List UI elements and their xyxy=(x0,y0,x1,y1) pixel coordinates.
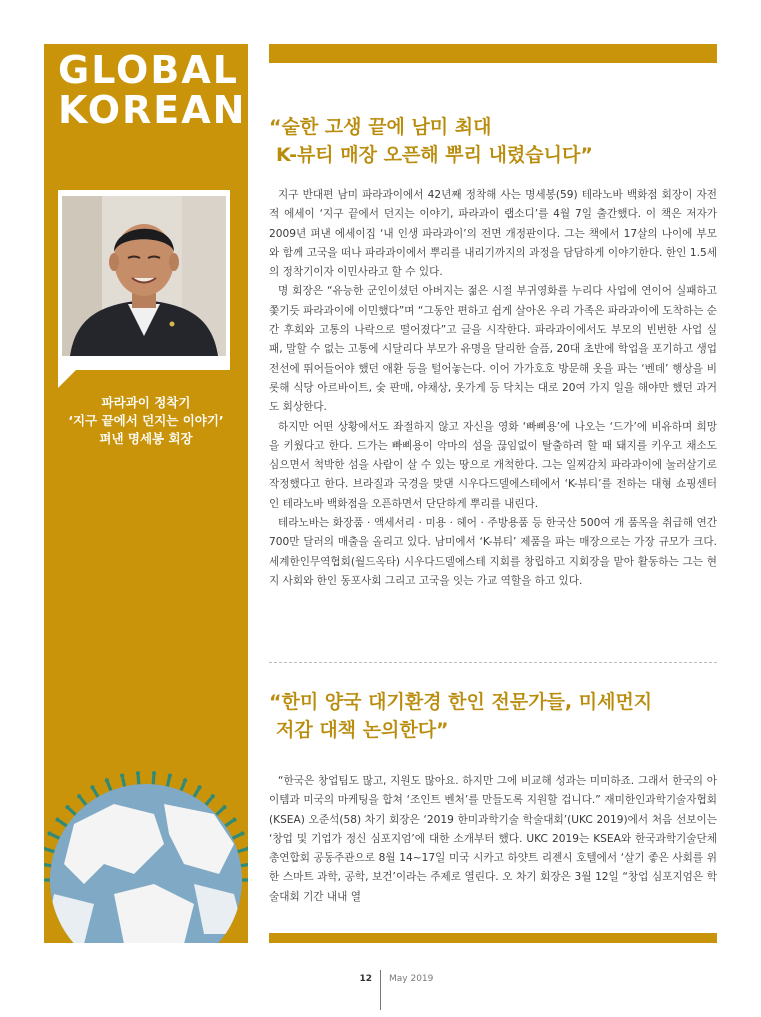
globe-person-figure xyxy=(55,817,68,828)
globe-person-figure xyxy=(241,862,248,868)
globe-person-figure xyxy=(76,793,88,806)
article-2-body xyxy=(269,772,717,907)
globe-person-figure xyxy=(104,778,113,792)
globe-person-figure xyxy=(151,771,156,784)
brand-line-2: KOREAN xyxy=(58,88,247,132)
page-number: 12 xyxy=(359,974,372,984)
top-accent-bar xyxy=(269,44,717,63)
article-2-headline-line-2: 저감 대책 논의한다” xyxy=(276,719,449,741)
article-1-headline-line-1: “숱한 고생 끝에 남미 최대 xyxy=(269,116,492,138)
article-divider xyxy=(269,662,717,663)
article-1-headline-line-2: K-뷰티 매장 오픈해 뿌리 내렸습니다” xyxy=(276,144,593,166)
globe-person-figure xyxy=(165,773,172,787)
globe-person-figure xyxy=(120,773,127,787)
globe-person-figure xyxy=(237,846,248,854)
article-2-headline-line-1: “한미 양국 대기환경 한인 전문가들, 미세먼지 xyxy=(269,691,653,713)
globe-person-figure xyxy=(64,804,77,816)
globe-person-figure xyxy=(89,784,99,798)
globe-illustration xyxy=(44,734,248,943)
photo-caption xyxy=(44,394,248,448)
globe-person-figure xyxy=(44,878,50,882)
globe-person-figure xyxy=(242,878,248,882)
caption-line-1: 파라과이 정착기 xyxy=(101,395,191,410)
caption-line-2: ‘지구 끝에서 던지는 이야기’ xyxy=(68,413,224,428)
brand-line-1: GLOBAL xyxy=(58,48,239,92)
globe-person-figure xyxy=(204,793,216,806)
article-2-paragraph: “한국은 창업팀도 많고, 지원도 많아요. 하지만 그에 비교해 성과는 미미하죠. 그래서 한국의 아이템과 미국의 마케팅을 합쳐 ‘조인트 벤처’를 만들도록 지원할 겁니다.” 재미한인과학기술자협회(KSEA) 오준석(58) 차기 회장은 ‘2019 한미과학기술 학술대회’(UKC 2019)에서 처음 선보이는 ‘창업 및 기업가 정신 심포지엄’에 대한 소개부터 했다. UKC 2019는 KSEA와 한국과학기술단체총연합회 공동주관으로 8월 14~17일 미국 시카고 하얏트 리젠시 호텔에서 ‘살기 좋은 사회를 위한 스마트 과학, 공학, 보건’이라는 주제로 열린다. 오 차기 회장은 3월 12일 “창업 심포지엄은 학술대회 기간 내내 열 xyxy=(269,775,717,903)
globe-person-figure xyxy=(136,771,141,784)
article-1-headline xyxy=(269,113,717,169)
page-footer xyxy=(0,974,761,1004)
globe-person-figure xyxy=(224,817,237,828)
article-1-paragraph: 테라노바는 화장품 · 액세서리 · 미용 · 헤어 · 주방용품 등 한국산 500여 개 품목을 취급해 연간 700만 달러의 매출을 올리고 있다. 남미에서 ‘K-뷰티’ 제품을 파는 매장으로는 가장 규모가 크다. 세계한인무역협회(월드옥타) 시우다드델에스테 지회를 창립하고 지회장을 맡아 활동하는 그는 현지 사회와 한인 동포사회 그리고 고국을 잇는 가교 역할을 하고 있다. xyxy=(269,517,717,587)
speech-tail xyxy=(58,370,76,388)
article-1-body xyxy=(269,186,717,591)
globe-person-figure xyxy=(44,846,55,854)
globe-person-figure xyxy=(192,784,202,798)
portrait-frame xyxy=(58,190,230,370)
section-brand xyxy=(58,50,248,130)
portrait-photo xyxy=(62,196,226,356)
caption-line-3: 펴낸 명세봉 회장 xyxy=(99,431,193,446)
globe-person-figure xyxy=(47,831,61,841)
globe-person-figure xyxy=(215,804,228,816)
article-1-paragraph: 명 회장은 “유능한 군인이셨던 아버지는 젊은 시절 부귀영화를 누리다 사업에 연이어 실패하고 쫓기듯 파라과이에 이민했다”며 “그동안 편하고 쉽게 살아온 우리 가족은 파라과이에 도착하는 순간 후회와 고통의 나락으로 떨어졌다”고 글을 시작한다. 파라과이에서도 부모의 빈번한 사업 실패, 말할 수 없는 고통에 시달리다 부모가 유명을 달리한 슬픔, 20대 초반에 학업을 포기하고 생업 전선에 뛰어들어야 했던 애환 등을 털어놓는다. 이어 가가호호 방문해 옷을 파는 ‘벤데’ 행상을 비롯해 식당 아르바이트, 숯 판매, 야채상, 옷가게 등 닥치는 대로 20여 가지 일을 해야만 했던 과거도 회상한다. xyxy=(269,285,717,414)
article-1-paragraph: 하지만 어떤 상황에서도 좌절하지 않고 자신을 영화 ‘빠삐용’에 나오는 ‘드가’에 비유하며 희망을 키웠다고 한다. 드가는 빠삐용이 악마의 섬을 끊임없이 탈출하려 할 때 돼지를 키우고 채소도 심으면서 척박한 섬을 사람이 살 수 있는 땅으로 개척한다. 그는 일찌감치 파라과이에 눌러살기로 작정했다고 한다. 브라질과 국경을 맞댄 시우다드델에스테에서 ‘K-뷰티’를 전하는 대형 쇼핑센터인 테라노바 백화점을 오픈하면서 단단하게 뿌리를 내린다. xyxy=(269,420,717,510)
article-2-headline xyxy=(269,688,717,744)
globe-person-figure xyxy=(44,862,51,868)
bottom-accent-bar xyxy=(269,933,717,943)
article-1-paragraph: 지구 반대편 남미 파라과이에서 42년째 정착해 사는 명세봉(59) 테라노바 백화점 회장이 자전적 에세이 ‘지구 끝에서 던지는 이야기, 파라과이 랩소디’를 4월 7일 출간했다. 이 책은 저자가 2009년 펴낸 에세이집 ‘내 인생 파라과이’의 전면 개정판이다. 그는 책에서 17살의 나이에 부모와 함께 고국을 떠나 파라과이에서 뿌리를 내리기까지의 과정을 담담하게 이야기한다. 한인 1.5세의 정착기이자 이민사라고 할 수 있다. xyxy=(269,189,717,279)
globe-person-figure xyxy=(179,778,188,792)
globe-person-figure xyxy=(232,831,246,841)
issue-date: May 2019 xyxy=(389,974,434,984)
footer-rule xyxy=(380,970,381,1010)
sidebar-panel xyxy=(44,44,248,943)
